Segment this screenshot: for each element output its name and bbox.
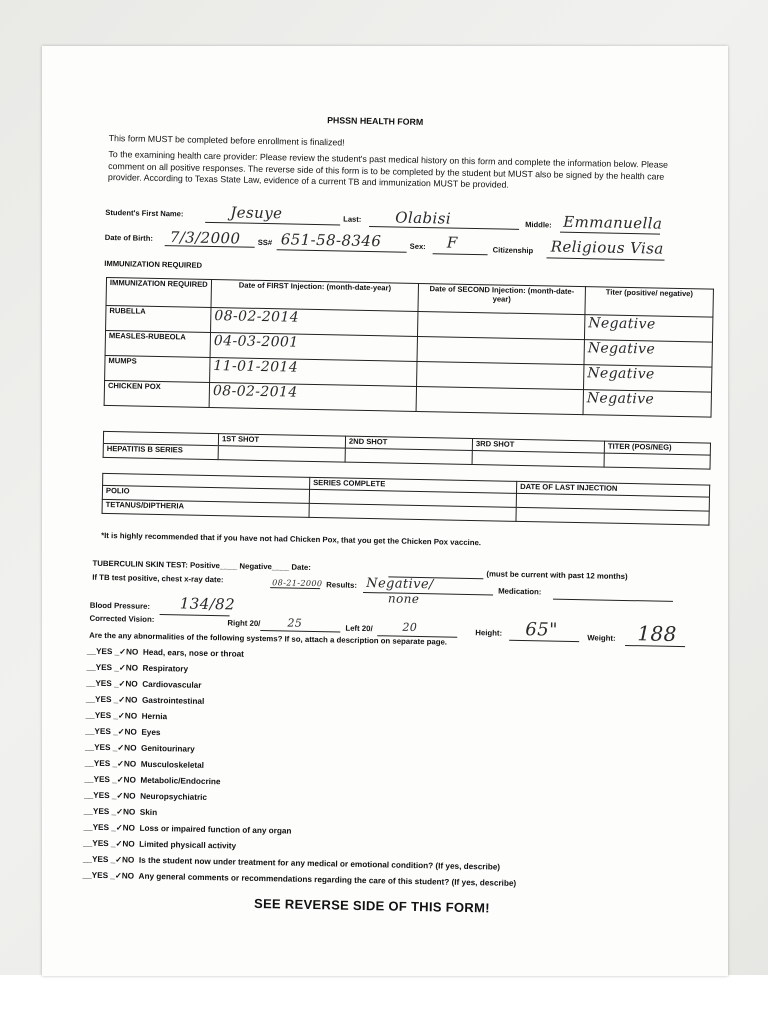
titer-value[interactable]: Negative — [584, 315, 712, 342]
immunization-heading: IMMUNIZATION REQUIRED — [104, 258, 203, 270]
list-item[interactable]: __YES _✓NO Genitourinary — [84, 742, 195, 754]
results-line — [363, 592, 493, 595]
right-vision-label: Right 20/ — [227, 618, 261, 628]
first-name-line — [205, 222, 340, 226]
form-intro: This form MUST be completed before enrollment is finalized! — [108, 132, 345, 148]
ss-value[interactable]: 651-58-8346 — [280, 230, 382, 251]
height-value[interactable]: 65" — [525, 619, 558, 641]
list-item[interactable]: __YES _✓NO Gastrointestinal — [85, 694, 205, 706]
sex-value[interactable]: F — [446, 233, 458, 252]
tb-current-note: (must be current with past 12 months) — [486, 569, 628, 582]
ss-label: SS# — [257, 237, 273, 248]
list-item[interactable]: __YES _✓NO Any general comments or recommendations regarding the care of this student? (If yes, describe) — [82, 870, 517, 888]
xray-date-value[interactable]: 08-21-2000 — [272, 578, 323, 589]
shot3-header: 3RD SHOT — [472, 439, 604, 454]
series-complete-header: SERIES COMPLETE — [310, 477, 517, 493]
list-item[interactable]: __YES _✓NO Loss or impaired function of any organ — [83, 822, 292, 836]
citizenship-line — [547, 257, 665, 260]
results-value[interactable]: Negative/ — [366, 576, 434, 593]
first-injection-date[interactable]: 08-02-2014 — [209, 382, 416, 411]
immunization-col-header: IMMUNIZATION REQUIRED — [106, 277, 212, 307]
second-injection-col-header: Date of SECOND Injection: (month-date-year) — [418, 283, 586, 314]
last-name-label: Last: — [343, 214, 362, 224]
chicken-pox-note: *It is highly recommended that if you have not had Chicken Pox, that you get the Chicken Pox vaccine. — [101, 530, 482, 548]
first-name-value[interactable]: Jesuye — [230, 203, 283, 223]
last-name-value[interactable]: Olabisi — [395, 208, 452, 228]
list-item[interactable]: __YES _✓NO Hernia — [85, 710, 168, 722]
list-item[interactable]: __YES _✓NO Limited physicall activity — [83, 838, 237, 851]
bp-label: Blood Pressure: — [89, 600, 151, 611]
series-table — [102, 473, 711, 526]
form-title: PHSSN HEALTH FORM — [327, 115, 424, 128]
titer-value[interactable]: Negative — [583, 390, 711, 417]
middle-name-label: Middle: — [525, 219, 552, 230]
tb-test-line: TUBERCULIN SKIN TEST: Positive____ Negative____ Date: — [92, 558, 312, 572]
shot1-value[interactable] — [218, 446, 345, 462]
right-vision-line — [260, 630, 340, 633]
titer-value[interactable] — [604, 453, 710, 469]
titer-value[interactable]: Negative — [584, 340, 712, 367]
vision-label: Corrected Vision: — [89, 613, 155, 624]
bp-value[interactable]: 134/82 — [179, 594, 236, 614]
series-name: TETANUS/DIPTHERIA — [102, 499, 309, 517]
sex-line — [433, 253, 488, 255]
series-complete-value[interactable] — [309, 503, 516, 521]
first-injection-col-header: Date of FIRST Injection: (month-date-year) — [211, 279, 418, 311]
list-item[interactable]: __YES _✓NO Metabolic/Endocrine — [84, 774, 221, 787]
immunization-name: RUBELLA — [106, 305, 211, 332]
results-value-2[interactable]: none — [387, 591, 420, 607]
second-injection-date[interactable] — [416, 386, 583, 414]
abnormal-question: Are the any abnormalities of the following systems? If so, attach a description on separate page. — [89, 630, 448, 647]
titer-col-header: Titer (positive/ negative) — [585, 287, 714, 317]
health-form — [41, 72, 713, 964]
list-item[interactable]: __YES _✓NO Musculoskeletal — [84, 758, 205, 770]
shot3-value[interactable] — [472, 451, 604, 468]
right-vision-value[interactable]: 25 — [287, 616, 303, 630]
left-vision-value[interactable]: 20 — [402, 620, 418, 634]
titer-header: TITER (POS/NEG) — [604, 441, 710, 455]
last-injection-value[interactable] — [516, 507, 709, 525]
series-name: POLIO — [102, 485, 309, 503]
citizenship-value[interactable]: Religious Visa — [550, 237, 664, 258]
ss-line — [277, 249, 407, 252]
shot2-header: 2ND SHOT — [345, 436, 472, 450]
xray-label: If TB test positive, chest x-ray date: — [92, 572, 224, 585]
citizenship-label: Citizenship — [492, 245, 534, 256]
titer-value[interactable]: Negative — [583, 365, 711, 392]
list-item[interactable]: __YES _✓NO Skin — [83, 806, 158, 818]
list-item[interactable]: __YES _✓NO Is the student now under treatment for any medical or emotional condition? (If yes, describe) — [82, 854, 501, 872]
left-vision-label: Left 20/ — [345, 623, 373, 634]
hepatitis-label: HEPATITIS B SERIES — [103, 443, 218, 459]
middle-name-value[interactable]: Emmanuella — [563, 212, 663, 233]
bp-line — [160, 614, 230, 616]
immunization-name: MEASLES-RUBEOLA — [105, 330, 210, 357]
list-item[interactable]: __YES _✓NO Respiratory — [86, 662, 189, 674]
list-item[interactable]: __YES _✓NO Neuropsychiatric — [84, 790, 208, 802]
hepatitis-table — [103, 431, 711, 470]
list-item[interactable]: __YES _✓NO Head, ears, nose or throat — [86, 646, 244, 659]
last-injection-header: DATE OF LAST INJECTION — [516, 481, 709, 497]
shot1-header: 1ST SHOT — [218, 434, 345, 448]
page-bottom-margin — [0, 975, 768, 1024]
weight-label: Weight: — [587, 633, 616, 643]
list-item[interactable]: __YES _✓NO Cardiovascular — [86, 678, 202, 690]
medication-line — [553, 599, 673, 602]
dob-label: Date of Birth: — [104, 232, 154, 243]
immunization-name: CHICKEN POX — [104, 380, 209, 407]
shot2-value[interactable] — [345, 448, 472, 464]
immunization-name: MUMPS — [105, 355, 210, 382]
first-injection-date[interactable]: 11-01-2014 — [210, 357, 417, 386]
immunization-table — [104, 277, 714, 418]
height-label: Height: — [475, 628, 503, 638]
weight-value[interactable]: 188 — [637, 621, 677, 646]
provider-note: To the examining health care provider: Please review the student's past medical history on this form and complete the information below. Please comment on all positive responses. The reverse side of this form is to be completed by the student but MUST also be signed by the health care provider. According to Texas State Law, evidence of a current TB and immunization MUST be provided. — [107, 148, 669, 190]
reverse-side-note: SEE REVERSE SIDE OF THIS FORM! — [253, 895, 490, 916]
dob-value[interactable]: 7/3/2000 — [169, 228, 241, 248]
list-item[interactable]: __YES _✓NO Eyes — [85, 726, 161, 738]
second-injection-date[interactable] — [417, 336, 584, 364]
results-label: Results: — [326, 580, 358, 590]
second-injection-date[interactable] — [417, 361, 584, 389]
sex-label: Sex: — [409, 241, 426, 252]
first-name-label: Student's First Name: — [105, 207, 184, 219]
first-injection-date[interactable]: 08-02-2014 — [211, 307, 418, 336]
second-injection-date[interactable] — [417, 311, 584, 339]
first-injection-date[interactable]: 04-03-2001 — [210, 332, 417, 361]
medication-label: Medication: — [498, 586, 542, 597]
